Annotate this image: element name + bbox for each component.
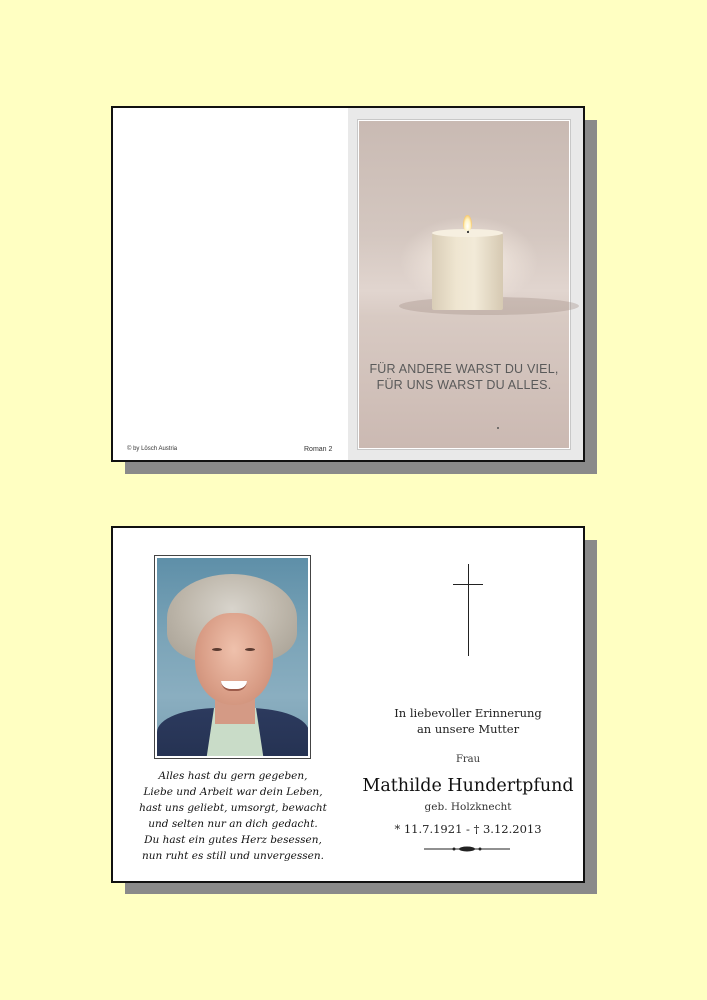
birth-name: geb. Holzknecht [424,801,512,813]
copyright-text: © by Lösch Austria [127,446,178,452]
candle-photo [358,120,570,449]
portrait-eye-right [245,648,255,651]
memorial-card-outside [111,106,585,462]
ornament-divider-icon [424,846,510,852]
candle-icon [432,232,503,310]
portrait-eye-left [212,648,222,651]
poem-line: Liebe und Arbeit war dein Leben, [143,786,323,798]
memorial-card-inside [111,526,585,883]
memory-line-1: In liebevoller Erinnerung [394,706,542,720]
portrait-photo [154,555,311,759]
memory-line-2: an unsere Mutter [416,722,520,736]
verse-top [369,361,559,393]
poem-line: und selten nur an dich gedacht. [148,818,318,830]
portrait-image [157,558,308,756]
card-front-panel [348,108,583,460]
cross-icon [468,564,469,656]
poem-line: Du hast ein gutes Herz besessen, [144,834,322,846]
verse-line-2: FÜR UNS WARST DU ALLES. [376,378,552,392]
title-text: Frau [455,754,481,765]
poem-line: nun ruht es still und unvergessen. [142,850,324,862]
poem-line: hast uns geliebt, umsorgt, bewacht [139,802,327,814]
cross-icon-bar [453,584,483,585]
life-dates: * 11.7.1921 - † 3.12.2013 [394,822,542,836]
poem-line: Alles hast du gern gegeben, [158,770,308,782]
card-back-panel [113,108,348,460]
deceased-name: Mathilde Hundertpfund [362,776,574,796]
memory-text [358,705,578,737]
flame-icon [463,215,472,231]
portrait-face [195,613,273,705]
verse-line-1: FÜR ANDERE WARST DU VIEL, [369,362,559,376]
model-text: Roman 2 [304,446,333,453]
poem [125,768,341,864]
decor-dot [497,427,499,429]
